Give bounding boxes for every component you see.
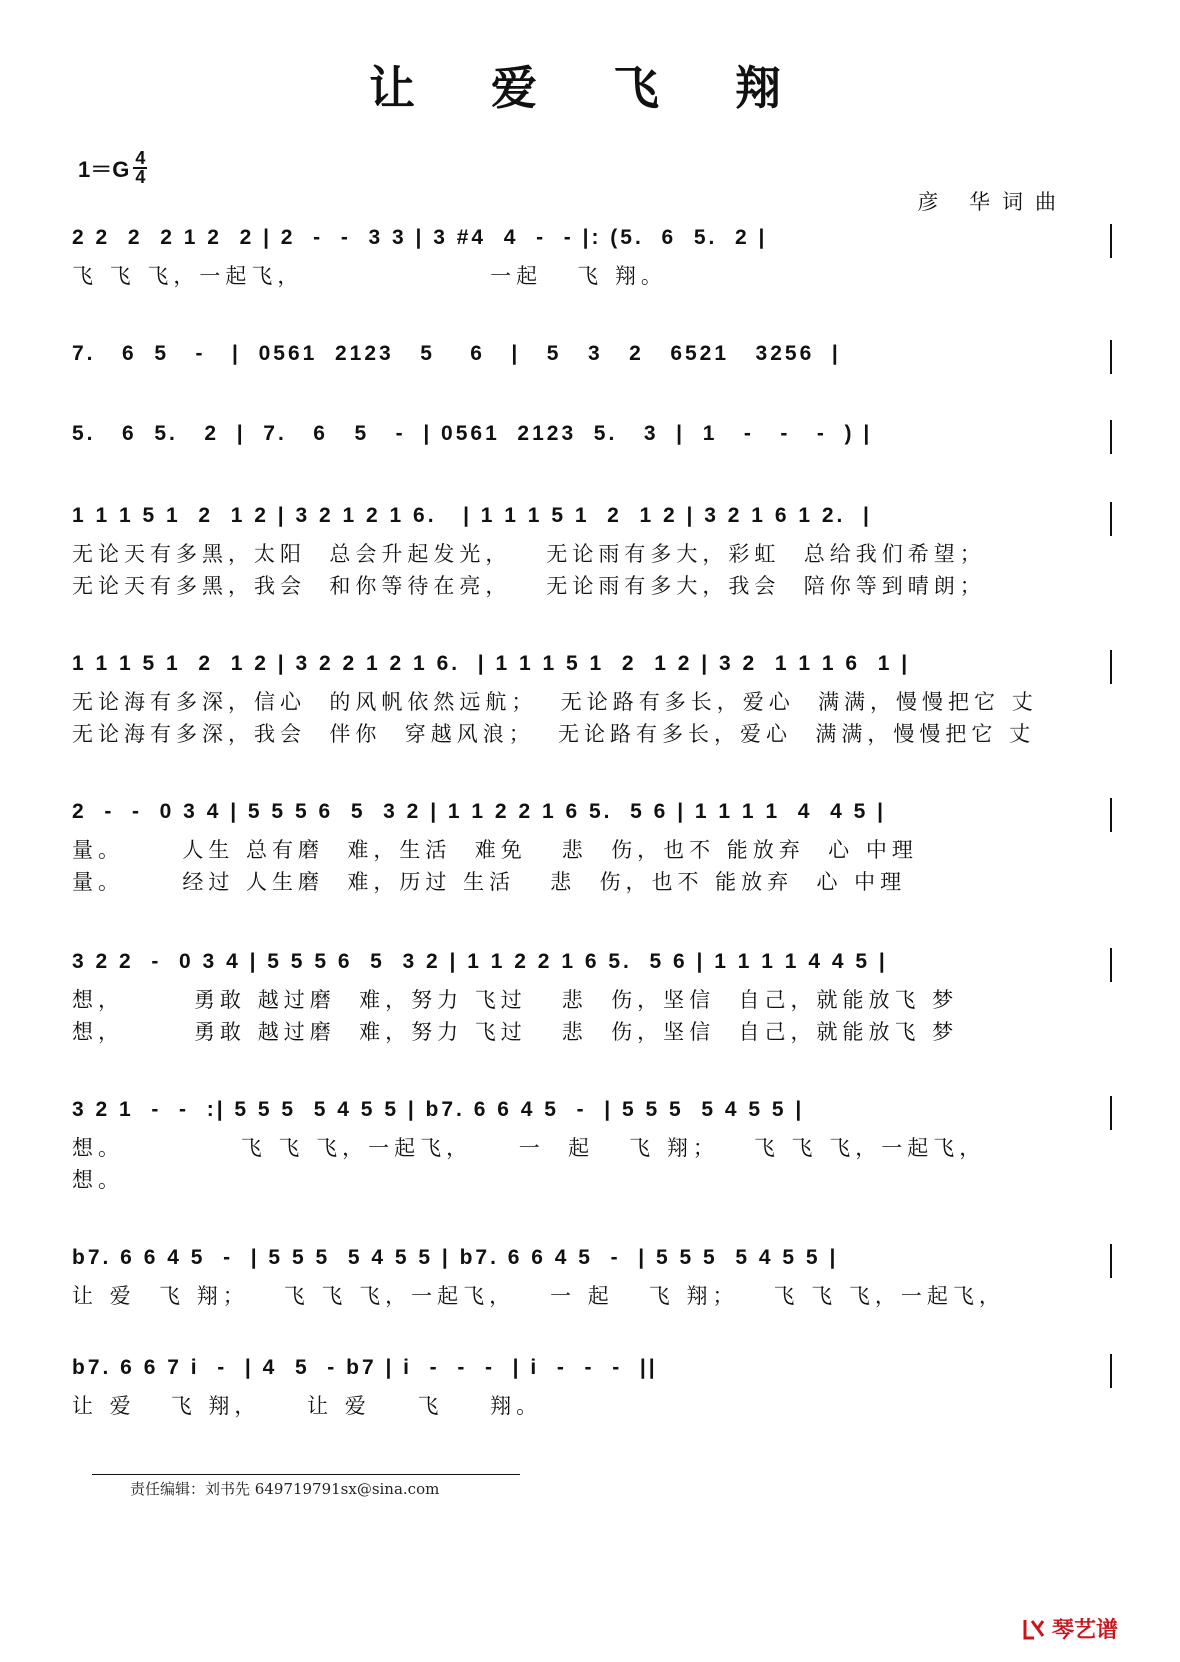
notation-line: b7. 6 6 7 i - | 4 5 - b7 | i - - - | i - - - || [72, 1356, 658, 1379]
score-system [72, 342, 1112, 376]
footer-divider [92, 1474, 520, 1475]
barline [1110, 650, 1112, 684]
notation-line: 5. 6 5. 2 | 7. 6 5 - | 0561 2123 5. 3 | 1 - - - ) | [72, 422, 873, 445]
score-system [72, 1246, 1112, 1312]
barline [1110, 948, 1112, 982]
notation-line: 3 2 2 - 0 3 4 | 5 5 5 6 5 3 2 | 1 1 2 2 1 6 5. 5 6 | 1 1 1 1 4 4 5 | [72, 950, 888, 973]
song-title: 让 爱 飞 翔 [368, 61, 812, 115]
lyric-line: 无论海有多深，信心 的风帆依然远航； 无论路有多长，爱心 满满，慢慢把它 丈 [72, 690, 1038, 714]
notation-line: 2 2 2 2 1 2 2 | 2 - - 3 3 | 3 #4 4 - - |: (5. 6 5. 2 | [72, 226, 768, 249]
notation-line: 1 1 1 5 1 2 1 2 | 3 2 1 2 1 6. | 1 1 1 5 1 2 1 2 | 3 2 1 6 1 2. | [72, 504, 872, 527]
logo-text: 琴艺谱 [1051, 1618, 1118, 1643]
barline [1110, 1244, 1112, 1278]
lyric-line: 想， 勇敢 越过磨 难，努力 飞过 悲 伤，坚信 自己，就能放飞 梦 [72, 988, 959, 1012]
lyric-line: 想。 [72, 1168, 124, 1192]
time-denominator: 4 [135, 167, 146, 187]
score-system [72, 504, 1112, 602]
lyric-line: 量。 人生 总有磨 难，生活 难免 悲 伤，也不 能放弃 心 中理 [72, 838, 918, 862]
lyric-line: 飞 飞 飞，一起飞， 一起 飞 翔。 [72, 264, 667, 288]
time-numerator: 4 [135, 148, 146, 168]
score-system [72, 1356, 1112, 1422]
score-system [72, 950, 1112, 1048]
composer-credit: 彦 华词曲 [917, 190, 1068, 214]
time-signature [133, 150, 147, 186]
notation-line: 7. 6 5 - | 0561 2123 5 6 | 5 3 2 6521 3256 | [72, 342, 841, 365]
barline [1110, 798, 1112, 832]
lyric-line: 想。 飞 飞 飞，一起飞， 一 起 飞 翔； 飞 飞 飞，一起飞， [72, 1136, 986, 1160]
lyric-line: 量。 经过 人生磨 难，历过 生活 悲 伤，也不 能放弃 心 中理 [72, 870, 907, 894]
editor-credit: 责任编辑：刘书先 649719791sx@sina.com [130, 1480, 440, 1498]
notation-line: 1 1 1 5 1 2 1 2 | 3 2 2 1 2 1 6. | 1 1 1 5 1 2 1 2 | 3 2 1 1 1 6 1 | [72, 652, 911, 675]
score-system [72, 800, 1112, 898]
barline [1110, 420, 1112, 454]
lyric-line: 无论海有多深，我会 伴你 穿越风浪； 无论路有多长，爱心 满满，慢慢把它 丈 [72, 722, 1036, 746]
lyric-line: 无论天有多黑，我会 和你等待在亮， 无论雨有多大，我会 陪你等到晴朗； [72, 574, 986, 598]
score-system [72, 652, 1112, 750]
barline [1110, 502, 1112, 536]
barline [1110, 1096, 1112, 1130]
barline [1110, 1354, 1112, 1388]
key-label: 1＝G [78, 156, 130, 182]
notation-line: 2 - - 0 3 4 | 5 5 5 6 5 3 2 | 1 1 2 2 1 6 5. 5 6 | 1 1 1 1 4 4 5 | [72, 800, 887, 823]
lyric-line: 让 爱 飞 翔， 让 爱 飞 翔。 [72, 1394, 543, 1418]
key-signature [78, 150, 147, 186]
score-system [72, 1098, 1112, 1196]
score-system [72, 226, 1112, 292]
site-logo [1022, 1613, 1118, 1644]
barline [1110, 340, 1112, 374]
notation-line: b7. 6 6 4 5 - | 5 5 5 5 4 5 5 | b7. 6 6 4 5 - | 5 5 5 5 4 5 5 | [72, 1246, 839, 1269]
lyric-line: 无论天有多黑，太阳 总会升起发光， 无论雨有多大，彩虹 总给我们希望； [72, 542, 986, 566]
barline [1110, 224, 1112, 258]
notation-line: 3 2 1 - - :| 5 5 5 5 4 5 5 | b7. 6 6 4 5 - | 5 5 5 5 4 5 5 | [72, 1098, 805, 1121]
logo-icon [1022, 1617, 1048, 1641]
lyric-line: 想， 勇敢 越过磨 难，努力 飞过 悲 伤，坚信 自己，就能放飞 梦 [72, 1020, 959, 1044]
score-system [72, 422, 1112, 456]
lyric-line: 让 爱 飞 翔； 飞 飞 飞，一起飞， 一 起 飞 翔； 飞 飞 飞，一起飞， [72, 1284, 1005, 1308]
